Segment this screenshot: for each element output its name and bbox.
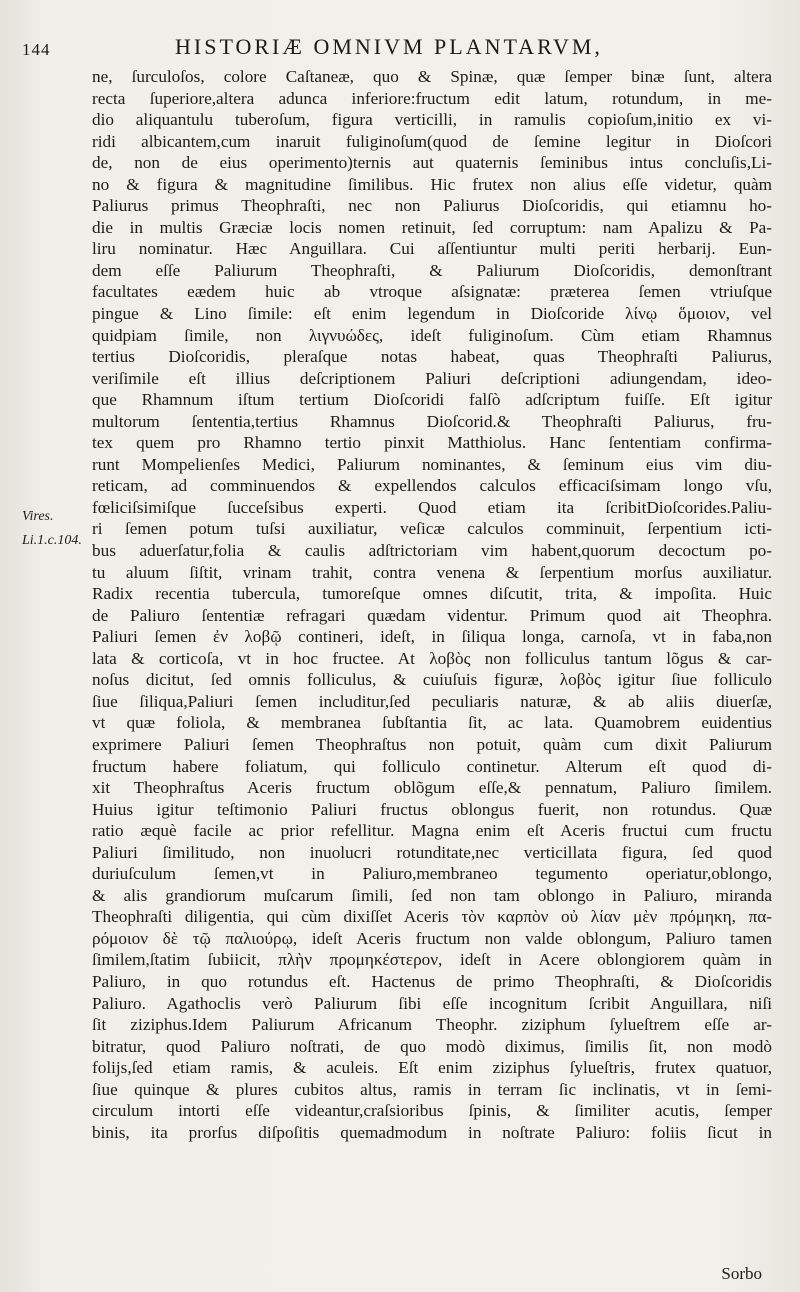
text-line: Paliuro, in quo rotundus eſt. Hactenus de primo Theophraſti, & Dioſcoridis: [92, 971, 772, 991]
text-line: Paliurus primus Theophraſti, nec non Paliurus Dioſcoridis, qui etiamnu ho-: [92, 196, 772, 216]
text-line: ratio æquè facile ac prior refellitur. Magna enim eſt Aceris fructui cum fructu: [92, 821, 772, 841]
text-line: ſiue quinque & plures cubitos altus, ramis in terram ſic inclinatis, vt in ſemi-: [92, 1079, 772, 1099]
text-line: fructum habere foliatum, qui folliculo continetur. Alterum eſt quod di-: [92, 756, 772, 776]
text-line: noſus dicitut, ſed omnis folliculus, & cuiuſuis figuræ, λοβὸς igitur ſiue folliculo: [92, 670, 772, 690]
text-line: tex quem pro Rhamno tertio pinxit Matthiolus. Hanc ſententiam confirma-: [92, 433, 772, 453]
running-head: HISTORIÆ OMNIVM PLANTARVM,: [175, 34, 603, 59]
margin-note-citation: Li.1.c.104.: [22, 533, 82, 548]
text-line: ſimilem,ſtatim ſubiicit, πλὴν προμηκέστερον, ideſt in Acere oblongiorem quàm in: [92, 950, 772, 970]
text-line: lata & corticoſa, vt in hoc fructee. At λοβὸς non folliculus tantum lõgus & car-: [92, 648, 772, 668]
text-line: runt Mompelienſes Medici, Paliurum nominantes, & ſeminum eius vim diu-: [92, 454, 772, 474]
text-line: Huius igitur teſtimonio Paliuri fructus oblongus fuerit, non rotundus. Quæ: [92, 799, 772, 819]
text-line: ſiue ſiliqua,Paliuri ſemen includitur,ſed peculiaris naturæ, & ab aliis diuerſæ,: [92, 691, 772, 711]
text-line: fœliciſsimiſque ſucceſsibus experti. Quod etiam ita ſcribitDioſcorides.Paliu-: [92, 497, 772, 517]
text-line: vt quæ foliola, & membranea ſubſtantia ſit, ac lata. Quamobrem euidentius: [92, 713, 772, 733]
text-line: dio aliquantulu tuberoſum, figura verticilli, in ramulis copioſum,initio ex vi-: [92, 110, 772, 130]
text-line: tertius Dioſcoridis, pleraſque notas habeat, quas Theophraſti Paliurus,: [92, 347, 772, 367]
text-block: [92, 66, 772, 1186]
text-line: circulum intorti eſſe videantur,craſsioribus ſpinis, & ſimiliter acutis, ſemper: [92, 1101, 772, 1121]
text-line: ρόμοιον δὲ τῷ παλιούρῳ, ideſt Aceris fructum non valde oblongum, Paliuro tamen: [92, 928, 772, 948]
text-line: die in multis Græciæ locis nomen retinuit, ſed corruptum: nam Apalizu & Pa-: [92, 217, 772, 237]
text-line: reticam, ad comminuendos & expellendos calculos efficaciſsimam longo vſu,: [92, 476, 772, 496]
text-line: no & figura & magnitudine ſimilibus. Hic frutex non alius eſſe videtur, quàm: [92, 174, 772, 194]
text-line: pingue & Lino ſimile: eſt enim legendum in Dioſcoride λίνῳ ὅμοιον, vel: [92, 304, 772, 324]
text-line: duriuſculum ſemen,vt in Paliuro,membraneo tegumento operiatur,oblongo,: [92, 864, 772, 884]
text-line: Paliuro. Agathoclis verò Paliurum ſibi eſſe incognitum ſcribit Anguillara, niſi: [92, 993, 772, 1013]
text-line: multorum ſententia,tertius Rhamnus Dioſcorid.& Theophraſti Paliurus, fru-: [92, 411, 772, 431]
text-line: binis, ita prorſus diſpoſitis quemadmodum in noſtrate Paliuro: foliis ſicut in: [92, 1122, 772, 1142]
text-line: Paliuri ſimilitudo, non inuolucri rotunditate,nec verticillata figura, ſed quod: [92, 842, 772, 862]
text-line: veriſimile eſt illius deſcriptionem Paliuri deſcriptioni adiungendam, ideo-: [92, 368, 772, 388]
text-line: [92, 1165, 772, 1187]
text-line: & alis grandiorum muſcarum ſimili, ſed non tam oblongo in Paliuro, miranda: [92, 885, 772, 905]
margin-note-vires: Vires.: [22, 509, 54, 524]
text-line: folijs,ſed etiam ramis, & aculeis. Eſt enim ziziphus ſylueſtris, frutex quatuor,: [92, 1058, 772, 1078]
text-line: ri ſemen potum tuſsi auxiliatur, veſicæ calculos comminuit, ſerpentium icti-: [92, 519, 772, 539]
text-line: [92, 1143, 772, 1165]
text-line: ne, ſurculoſos, colore Caſtaneæ, quo & Spinæ, quæ ſemper binæ ſunt, altera: [92, 67, 772, 86]
text-line: que Rhamnum iſtum tertium Dioſcoridi falſò adſcriptum fuiſſe. Eſt igitur: [92, 390, 772, 410]
text-line: de Paliuro ſententiæ refragari quædam videntur. Primum quod ait Theophra.: [92, 605, 772, 625]
text-line: liru nominatur. Hæc Anguillara. Cui aſſentiuntur multi periti herbarij. Eun-: [92, 239, 772, 259]
text-line: Paliuri ſemen ἐν λοβῷ contineri, ideſt, in ſiliqua longa, carnoſa, vt in faba,non: [92, 627, 772, 647]
text-line: dem eſſe Paliurum Theophraſti, & Paliurum Dioſcoridis, demonſtrant: [92, 260, 772, 280]
text-line: tu aluum ſiſtit, vrinam trahit, contra venena & ſerpentium morſus auxiliatur.: [92, 562, 772, 582]
text-line: bus aduerſatur,folia & caulis adſtrictoriam vim habent,quorum decoctum po-: [92, 541, 772, 561]
catchword: Sorbo: [721, 1264, 762, 1283]
text-line: quidpiam ſimile, non λιγνυώδες, ideſt fuliginoſum. Cùm etiam Rhamnus: [92, 325, 772, 345]
text-line: facultates eædem huic ab vtroque aſsignatæ: præterea ſemen vtriuſque: [92, 282, 772, 302]
page-number: 144: [22, 40, 51, 59]
text-line: bitratur, quod Paliuro noſtrati, de quo modò diximus, ſimilis ſit, non modò: [92, 1036, 772, 1056]
text-line: Theophraſti diligentia, qui cùm dixiſſet Aceris τὸν καρπὸν οὐ λίαν μὲν πρόμηκη, πα-: [92, 907, 772, 927]
text-line: recta ſuperiore,altera adunca inferiore:fructum edit latum, rotundum, in me-: [92, 88, 772, 108]
text-line: exprimere Paliuri ſemen Theophraſtus non potuit, quàm cum dixit Paliurum: [92, 734, 772, 754]
text-line: xit Theophraſtus Aceris fructum oblõgum eſſe,& pennatum, Paliuro ſimilem.: [92, 778, 772, 798]
text-line: ridi albicantem,cum inaruit fuliginoſum(quod de ſemine legitur in Dioſcori: [92, 131, 772, 151]
text-line: Radix recentia tubercula, tumoreſque omnes diſcutit, trita, & impoſita. Huic: [92, 584, 772, 604]
text-line: de, non de eius operimento)ternis aut quaternis ſeminibus intus concluſis,Li-: [92, 153, 772, 173]
text-line: ſit ziziphus.Idem Paliurum Africanum Theophr. ziziphum ſylueſtrem eſſe ar-: [92, 1015, 772, 1035]
